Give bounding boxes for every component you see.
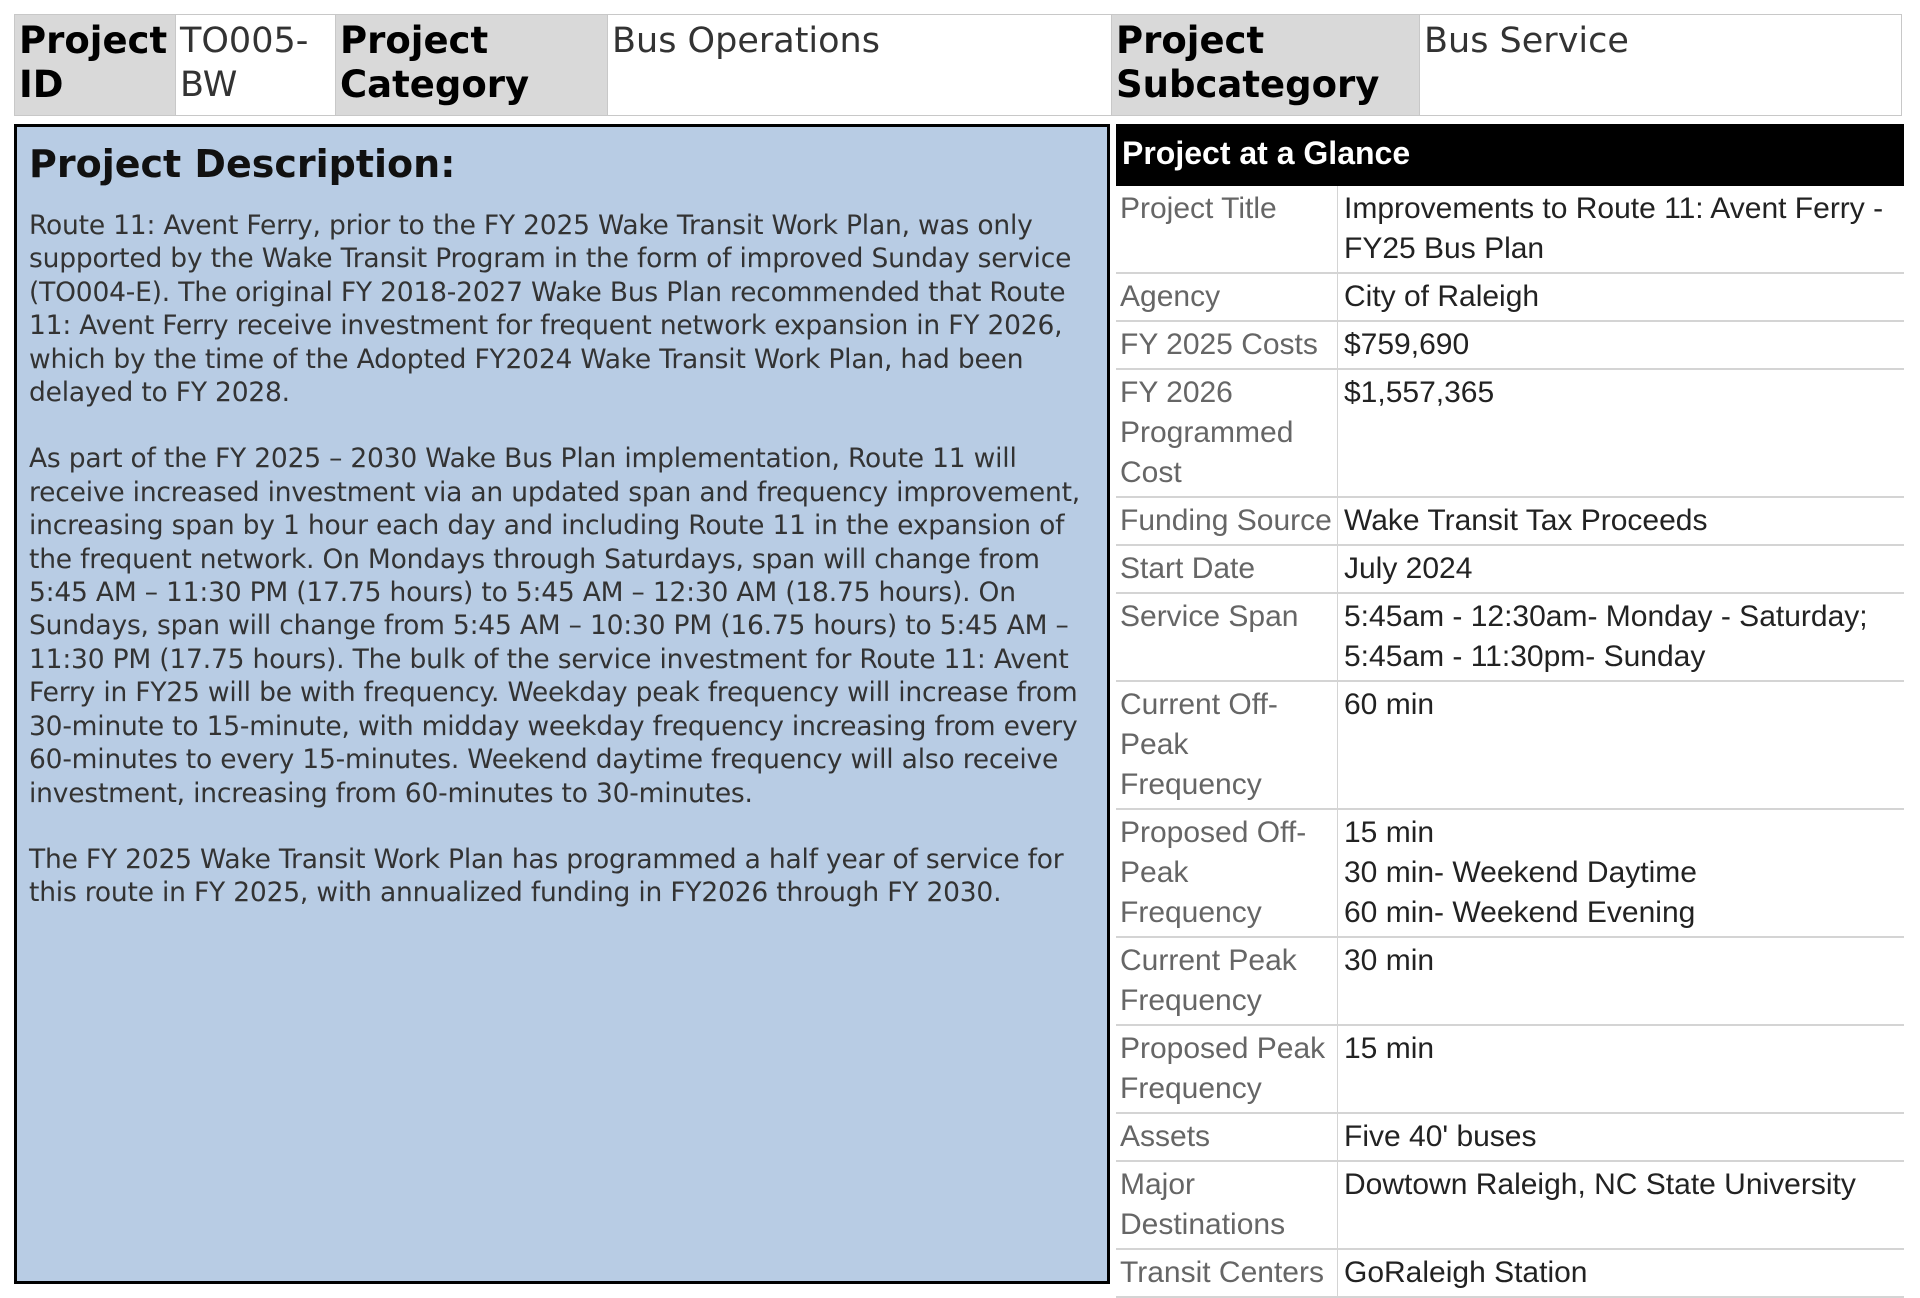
glance-key: FY 2026 Programmed Cost	[1116, 370, 1338, 496]
project-subcategory-value: Bus Service	[1419, 15, 1901, 115]
glance-row-agency	[1116, 274, 1904, 322]
glance-key: Funding Source	[1116, 498, 1338, 544]
glance-row-fy2025-costs	[1116, 322, 1904, 370]
glance-row-current-peak-frequency	[1116, 938, 1904, 1026]
project-category-label: Project Category	[335, 15, 607, 115]
glance-value: Dowtown Raleigh, NC State University	[1344, 1168, 1856, 1201]
description-paragraph-2: As part of the FY 2025 – 2030 Wake Bus Plan implementation, Route 11 will receive increased investment via an updated span and frequency improvement, increasing span by 1 hour each day and including Route 11 in the expansion of the frequent network. On Mondays through Saturdays, span will change from 5:45 AM – 11:30 PM (17.75 hours) to 5:45 AM – 12:30 AM (18.75 hours). On Sundays, span will change from 5:45 AM – 10:30 PM (16.75 hours) to 5:45 AM – 11:30 PM (17.75 hours). The bulk of the service investment for Route 11: Avent Ferry in FY25 will be with frequency. Weekday peak frequency will increase from 30-minute to 15-minute, with midday weekday frequency increasing from every 60-minutes to every 15-minutes. Weekend daytime frequency will also receive investment, increasing from 60-minutes to 30-minutes.	[29, 443, 1080, 809]
project-id-label: Project ID	[15, 15, 175, 115]
glance-value: 5:45am - 12:30am- Monday - Saturday; 5:45am - 11:30pm- Sunday	[1344, 600, 1868, 673]
glance-key: Agency	[1116, 274, 1338, 320]
glance-key: Project Title	[1116, 186, 1338, 272]
description-paragraph-1: Route 11: Avent Ferry, prior to the FY 2025 Wake Transit Work Plan, was only supported by the Wake Transit Program in the form of improved Sunday service (TO004-E). The original FY 2018-2027 Wake Bus Plan recommended that Route 11: Avent Ferry receive investment for frequent network expansion in FY 2026, which by the time of the Adopted FY2024 Wake Transit Work Plan, had been delayed to FY 2028.	[29, 210, 1072, 409]
glance-row-proposed-offpeak-frequency	[1116, 810, 1904, 938]
glance-row-major-destinations	[1116, 1162, 1904, 1250]
glance-key: Proposed Off-Peak Frequency	[1116, 810, 1338, 936]
glance-row-assets	[1116, 1114, 1904, 1162]
glance-value: 15 min 30 min- Weekend Daytime 60 min- Weekend Evening	[1344, 816, 1697, 929]
glance-value: GoRaleigh Station	[1344, 1256, 1588, 1289]
glance-value: $1,557,365	[1344, 376, 1495, 409]
glance-key: Transit Centers	[1116, 1250, 1338, 1296]
glance-value: Wake Transit Tax Proceeds	[1344, 504, 1708, 537]
glance-title: Project at a Glance	[1116, 124, 1904, 186]
glance-key: FY 2025 Costs	[1116, 322, 1338, 368]
project-id-value: TO005-BW	[175, 15, 335, 115]
glance-key: Assets	[1116, 1114, 1338, 1160]
project-header	[14, 14, 1902, 116]
glance-value: 60 min	[1344, 688, 1435, 721]
glance-row-proposed-peak-frequency	[1116, 1026, 1904, 1114]
glance-key: Current Peak Frequency	[1116, 938, 1338, 1024]
project-category-value: Bus Operations	[607, 15, 1111, 115]
glance-row-start-date	[1116, 546, 1904, 594]
glance-key: Proposed Peak Frequency	[1116, 1026, 1338, 1112]
description-paragraph-3: The FY 2025 Wake Transit Work Plan has programmed a half year of service for this route in FY 2025, with annualized funding in FY2026 through FY 2030.	[29, 843, 1064, 909]
glance-value: City of Raleigh	[1344, 280, 1540, 313]
glance-row-project-title	[1116, 186, 1904, 274]
glance-row-current-offpeak-frequency	[1116, 682, 1904, 810]
project-at-a-glance-table	[1116, 124, 1904, 1298]
glance-key: Service Span	[1116, 594, 1338, 680]
glance-value: July 2024	[1344, 552, 1473, 585]
glance-value: 15 min	[1344, 1032, 1435, 1065]
glance-key: Start Date	[1116, 546, 1338, 592]
glance-value: Five 40' buses	[1344, 1120, 1537, 1153]
project-description-heading: Project Description:	[29, 142, 456, 186]
glance-value: Improvements to Route 11: Avent Ferry - FY25 Bus Plan	[1344, 192, 1884, 265]
glance-value: $759,690	[1344, 328, 1470, 361]
glance-key: Major Destinations	[1116, 1162, 1338, 1248]
glance-row-funding-source	[1116, 498, 1904, 546]
project-description-panel	[14, 124, 1110, 1284]
glance-value: 30 min	[1344, 944, 1435, 977]
project-subcategory-label: Project Subcategory	[1111, 15, 1419, 115]
glance-row-transit-centers	[1116, 1250, 1904, 1298]
glance-key: Current Off-Peak Frequency	[1116, 682, 1338, 808]
glance-row-fy2026-programmed-cost	[1116, 370, 1904, 498]
glance-row-service-span	[1116, 594, 1904, 682]
